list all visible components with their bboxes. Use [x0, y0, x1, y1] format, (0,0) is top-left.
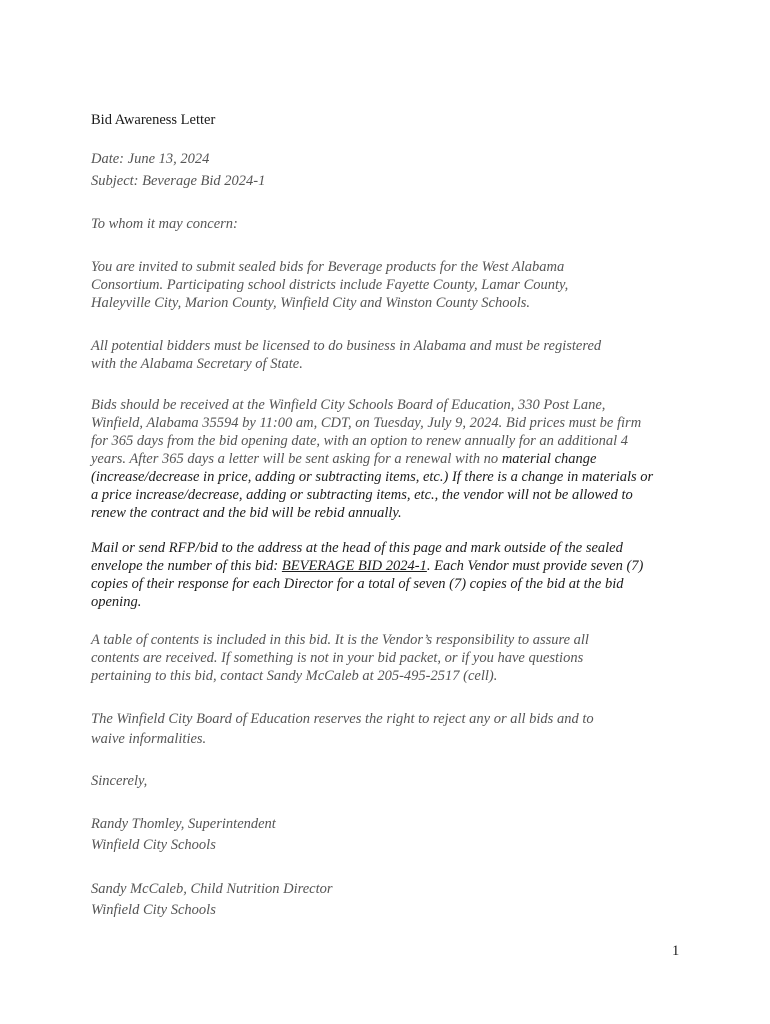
paragraph-line: a price increase/decrease, adding or subtracting items, etc., the vendor will not be allowed to	[91, 487, 633, 503]
paragraph-line	[91, 450, 596, 468]
text-segment: material change	[501, 451, 597, 467]
signer-name: Sandy McCaleb, Child Nutrition Director	[91, 881, 333, 897]
paragraph-line: pertaining to this bid, contact Sandy McCaleb at 205-495-2517 (cell).	[91, 668, 498, 684]
letter-title: Bid Awareness Letter	[91, 112, 216, 128]
text-segment: years. After 365 days a letter will be sent asking for a renewal with no	[91, 451, 502, 467]
paragraph-line	[91, 557, 643, 575]
paragraph-line: Haleyville City, Marion County, Winfield City and Winston County Schools.	[91, 295, 530, 311]
letter-subject: Subject: Beverage Bid 2024-1	[91, 173, 266, 189]
paragraph-line: (increase/decrease in price, adding or subtracting items, etc.) If there is a change in materials or	[91, 469, 654, 485]
signer-org: Winfield City Schools	[91, 837, 216, 853]
paragraph-line: copies of their response for each Director for a total of seven (7) copies of the bid at the bid	[91, 576, 624, 592]
paragraph-line: waive informalities.	[91, 731, 207, 747]
paragraph-line: with the Alabama Secretary of State.	[91, 356, 303, 372]
salutation: To whom it may concern:	[91, 216, 238, 232]
closing: Sincerely,	[91, 773, 148, 789]
paragraph-line: All potential bidders must be licensed to do business in Alabama and must be registered	[91, 338, 602, 354]
paragraph-line: for 365 days from the bid opening date, with an option to renew annually for an additional 4	[91, 433, 629, 449]
text-segment: . Each Vendor must provide seven (7)	[426, 558, 644, 574]
paragraph-line: The Winfield City Board of Education reserves the right to reject any or all bids and to	[91, 711, 594, 727]
paragraph-line: opening.	[91, 594, 142, 610]
paragraph-line: Winfield, Alabama 35594 by 11:00 am, CDT, on Tuesday, July 9, 2024. Bid prices must be firm	[91, 415, 642, 431]
bid-number: BEVERAGE BID 2024-1	[281, 558, 427, 574]
paragraph-line: Bids should be received at the Winfield City Schools Board of Education, 330 Post Lane,	[91, 397, 606, 413]
paragraph-line: Mail or send RFP/bid to the address at the head of this page and mark outside of the sealed	[91, 540, 623, 556]
paragraph-line: Consortium. Participating school districts include Fayette County, Lamar County,	[91, 277, 569, 293]
paragraph-line: A table of contents is included in this bid. It is the Vendor’s responsibility to assure all	[91, 632, 589, 648]
signer-name: Randy Thomley, Superintendent	[91, 816, 276, 832]
signer-org: Winfield City Schools	[91, 902, 216, 918]
page-number: 1	[672, 943, 680, 959]
text-segment: envelope the number of this bid:	[91, 558, 282, 574]
paragraph-line: You are invited to submit sealed bids for Beverage products for the West Alabama	[91, 259, 565, 275]
paragraph-line: renew the contract and the bid will be rebid annually.	[91, 505, 402, 521]
letter-date: Date: June 13, 2024	[91, 151, 210, 167]
paragraph-line: contents are received. If something is not in your bid packet, or if you have questions	[91, 650, 584, 666]
